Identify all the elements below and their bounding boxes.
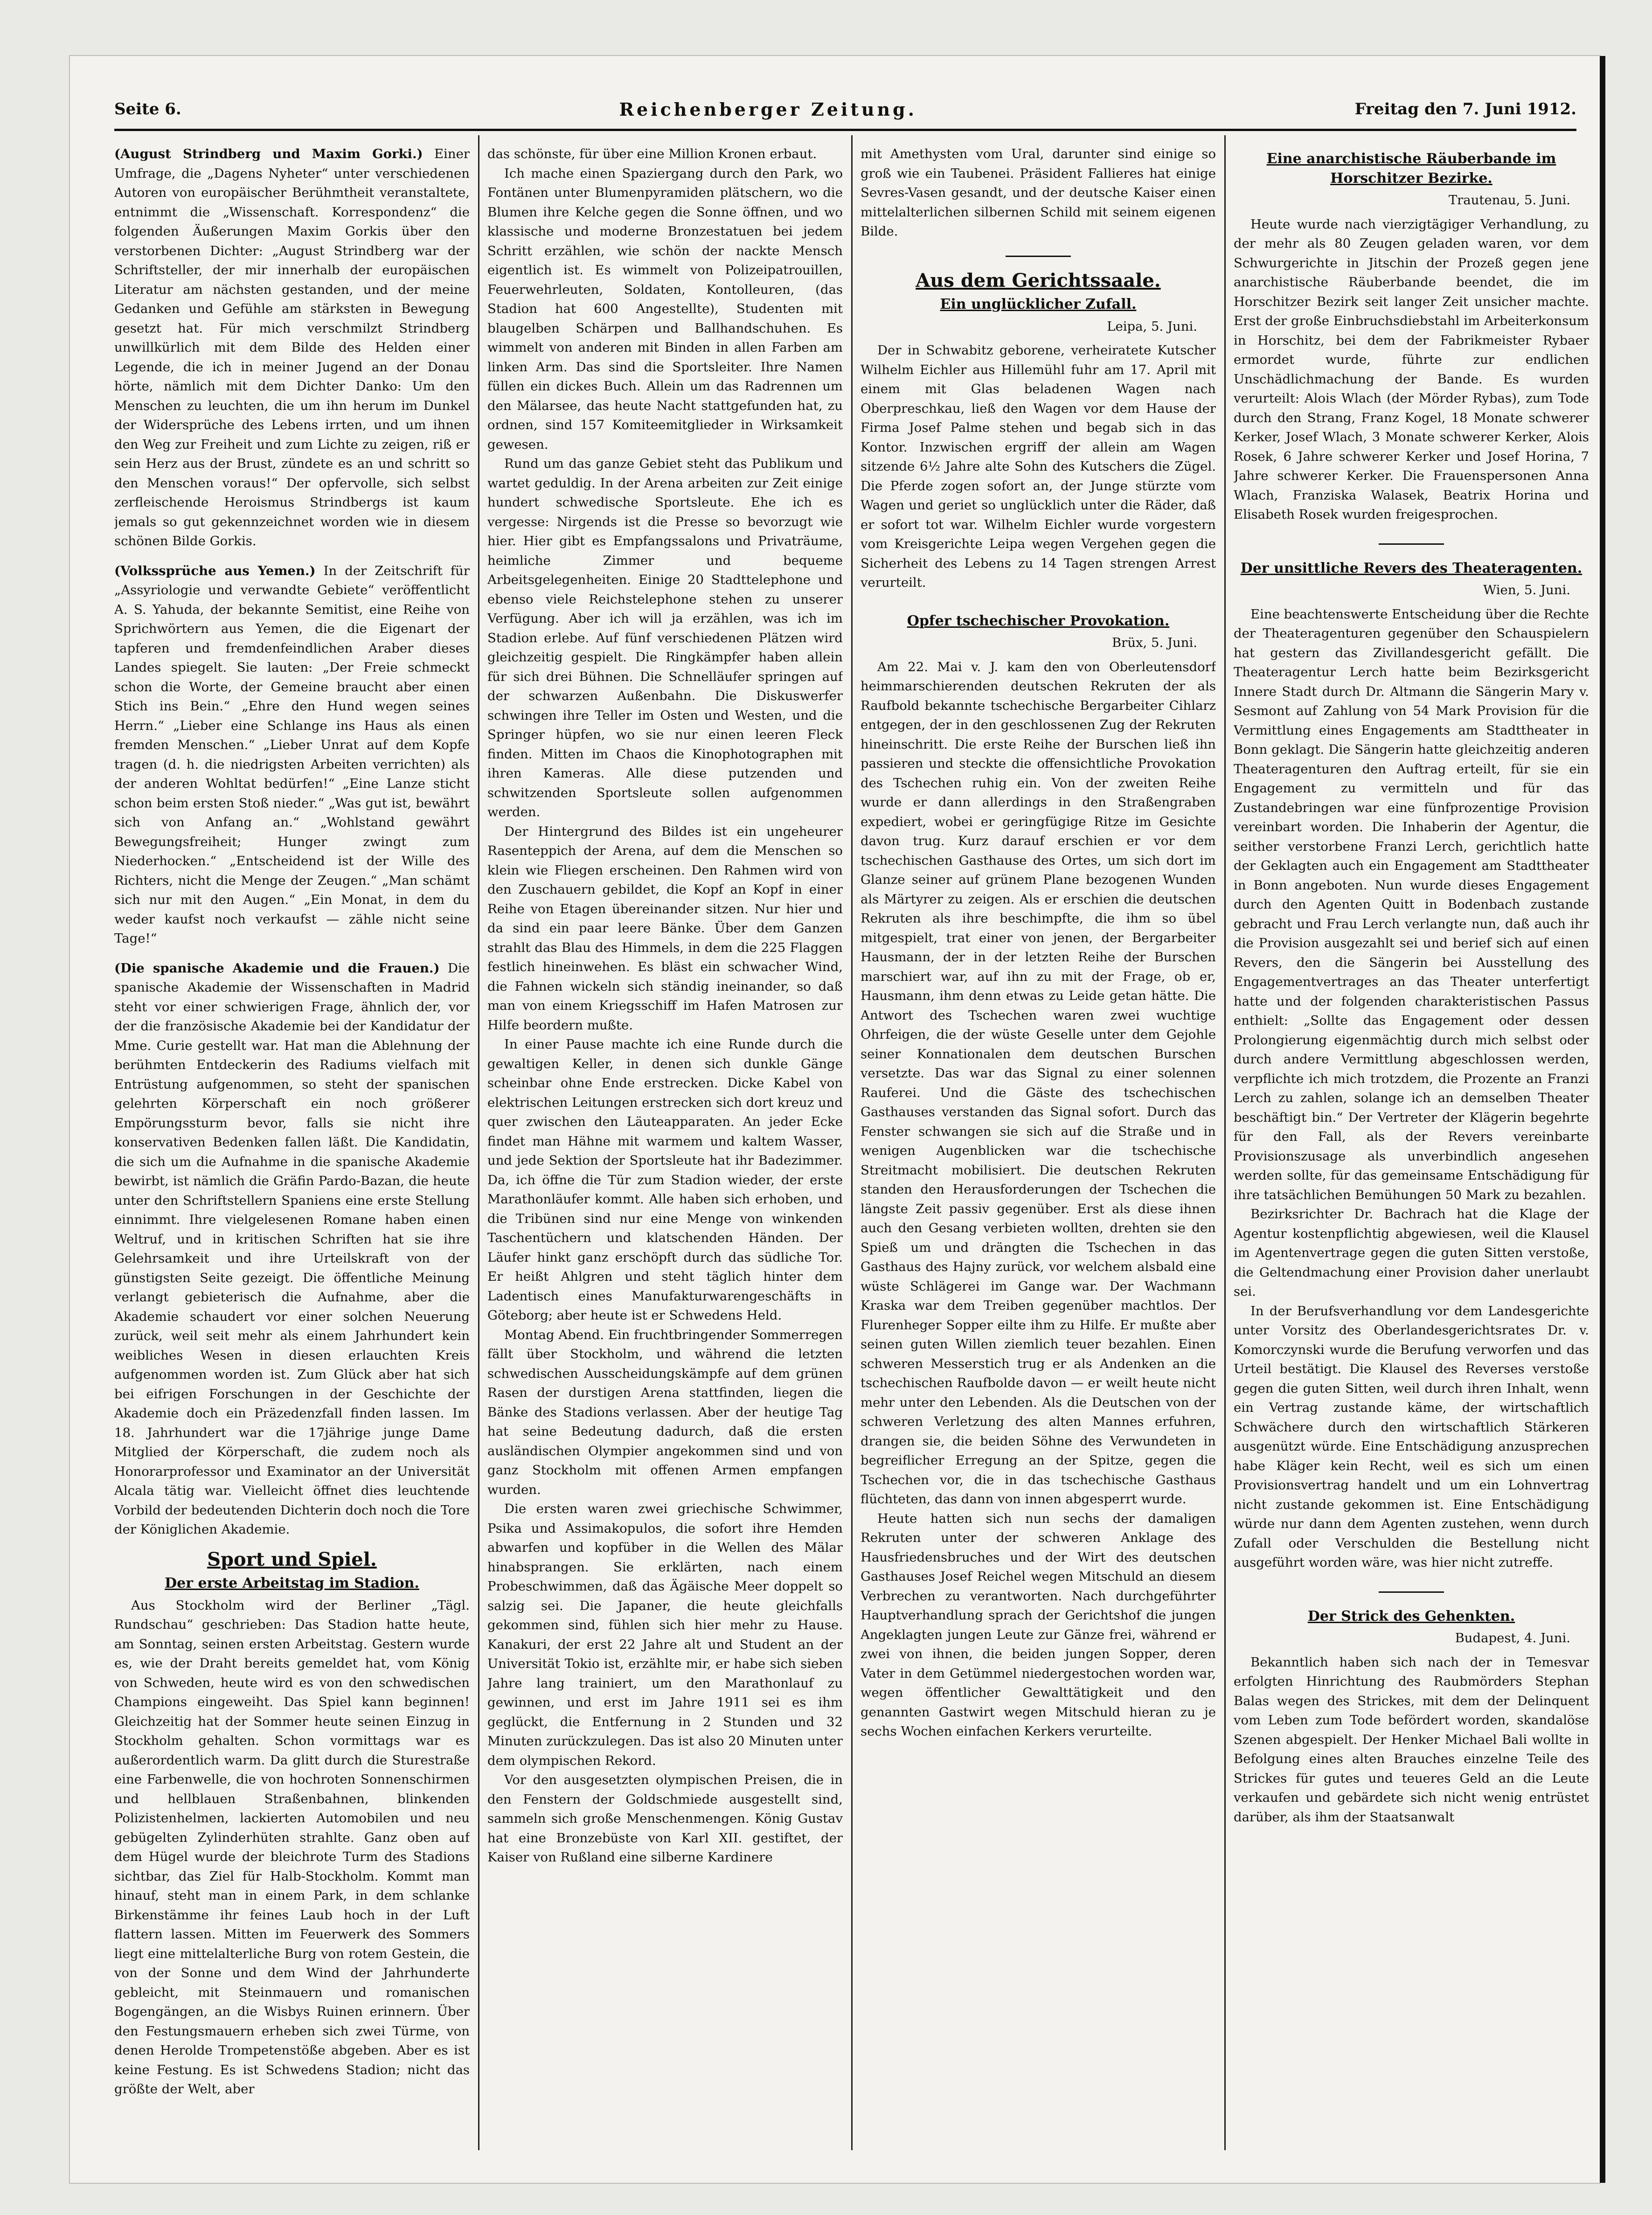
article-paragraph: Heute wurde nach vierzigtägiger Verhandlung, zu der mehr als 80 Zeugen geladen waren, vor dem Schwurgerichte in Jitschin der Prozeß gegen jene anarchistische Räuberbande beendet, die im Horschitzer Bezirk seit langer Zeit unsicher machte. Erst der große Einbruchsdiebstahl im Arbeiterkonsum in Horschitz, bei dem der Fabrikmeister Rybaer ermordet wurde, führte zur endlichen Unschädlichmachung der Bande. Es wurden verurteilt: Alois Wlach (der Mörder Rybas), zum Tode durch den Strang, Franz Kogel, 18 Monate schwerer Kerker, Josef Wlach, 3 Monate schwerer Kerker, Alois Rosek, 6 Jahre schwerer Kerker und Josef Horina, 7 Jahre schwerer Kerker. Die Frauenspersonen Anna Wlach, Franziska Walasek, Beatrix Horina und Elisabeth Rosek wurden freigesprochen.	[1234, 216, 1589, 522]
column-4	[1234, 145, 1589, 2146]
dateline: Wien, 5. Juni.	[1483, 583, 1570, 597]
article-paragraph: In der Berufsverhandlung vor dem Landesgerichte unter Vorsitz des Oberlandesgerichtsrates Dr. v. Komorczynski wurde die Berufung verworfen und das Urteil bestätigt. Die Klausel des Reverses verstoße gegen die guten Sitten, weil durch ihren Inhalt, wenn ein Vertrag zustande käme, der wirtschaftlich Schwächere durch den wirtschaftlich Stärkeren ausgenützt würde. Eine Entschädigung anzusprechen habe Kläger kein Recht, weil es sich um einen Provisionsvertrag handelt und um ein Lohnvertrag nicht zustande gekommen ist. Eine Entschädigung würde nur dann dem Agenten zustehen, wenn durch Zufall oder Verschulden die Bestellung nicht ausgeführt worden wäre, was hier nicht zutreffe.	[1234, 1303, 1589, 1570]
dateline: Leipa, 5. Juni.	[1107, 319, 1197, 334]
article-paragraph: Heute hatten sich nun sechs der damaligen Rekruten unter der schweren Anklage des Hausfriedensbruches und der Wirt des deutschen Gasthauses Josef Reichel wegen Mitschuld an diesem Verbrechen zu verantworten. Nach durchgeführter Hauptverhandlung sprach der Gerichtshof die jungen Angeklagten jungen Leute zur Gänze frei, während er zwei von ihnen, die beiden jungen Sopper, deren Vater in dem Getümmel niedergestochen worden war, wegen öffentlicher Gewalttätigkeit und den genannten Gastwirt wegen Mitschuld hieran zu je sechs Wochen einfachen Kerkers verurteilte.	[861, 1511, 1216, 1739]
section-heading: Sport und Spiel.	[207, 1548, 377, 1570]
article	[861, 295, 1216, 593]
item-lead: (Volkssprüche aus Yemen.)	[114, 563, 316, 578]
column-divider	[1224, 135, 1226, 2150]
column-divider	[851, 135, 853, 2150]
issue-date: Freitag den 7. Juni 1912.	[1354, 100, 1576, 118]
article-paragraph: Der Hintergrund des Bildes ist ein ungeheurer Rasenteppich der Arena, auf dem die Menschen so klein wie Fliegen erscheinen. Den Rahmen wird von den Zuschauern gebildet, die Kopf an Kopf in einer Reihe von Etagen übereinander sitzen. Nur hier und da sind ein paar leere Bänke. Über dem Ganzen strahlt das Blau des Himmels, in dem die 225 Flaggen festlich hineinwehen. Es bläst ein schwacher Wind, die Fahnen wickeln sich ständig ineinander, so daß man von einem Kriegsschiff im Hafen Matrosen zur Hilfe beordern mußte.	[487, 824, 843, 1033]
column-3	[861, 145, 1216, 2146]
separator-rule	[1379, 1591, 1444, 1593]
article-paragraph: Bekanntlich haben sich nach der in Temesvar erfolgten Hinrichtung des Raubmörders Stephan Balas wegen des Strickes, mit dem der Delinquent vom Leben zum Tode befördert worden, skandalöse Szenen abgespielt. Der Henker Michael Bali wollte in Befolgung eines alten Brauches einzelne Teile des Strickes für gutes und teueres Geld an die Leute verkaufen und gebärdete sich nicht wenig entrüstet darüber, als ihm der Staatsanwalt	[1234, 1654, 1589, 1825]
news-item	[114, 959, 470, 1540]
article-paragraph: Rund um das ganze Gebiet steht das Publikum und wartet geduldig. In der Arena arbeiten zur Zeit einige hundert schwedische Sportsleute. Ehe ich es vergesse: Nirgends ist die Presse so bevorzugt wie hier. Hier gibt es Empfangssalons und Privaträume, heimliche Zimmer und bequeme Arbeitsgelegenheiten. Einige 20 Stadttelephone und ebenso viele Reichstelephone stehen zu unserer Verfügung. Aber ich will ja erzählen, was ich im Stadion erlebe. Auf fünf verschiedenen Plätzen wird gleichzeitig gespielt. Die Ringkämpfer haben allein für sich drei Bühnen. Die Schnelläufer springen auf der schwarzen Außenbahn. Die Diskuswerfer schwingen ihre Teller im Osten und Westen, und die Springer hüpfen, wo sie nur einen leeren Fleck finden. Mitten im Chaos die Kinophotographen mit ihren Kameras. Alle diese putzenden und schwitzenden Sportsleute sollen aufgenommen werden.	[487, 456, 843, 819]
dateline: Brüx, 5. Juni.	[1111, 635, 1197, 650]
item-text: Einer Umfrage, die „Dagens Nyheter“ unter verschiedenen Autoren von europäischer Berühmtheit veranstaltete, entnimmt die „Wissenschaft. Korrespondenz“ die folgenden Äußerungen Maxim Gorkis über den verstorbenen Dichter: „August Strindberg war der Schriftsteller, der mir innerhalb der europäischen Literatur am nächsten gestanden, und der meine Gedanken und Gefühle am stärksten in Bewegung gesetzt hat. Für mich verschmilzt Strindberg unwillkürlich mit dem Bilde des Helden einer Legende, die ich in meiner Jugend an der Donau hörte, nämlich mit dem Dichter Danko: Um den Menschen zu leuchten, die um ihn herum im Dunkel der Widersprüche des Lebens irrten, und um ihnen den Weg zur Freiheit und zum Lichte zu zeigen, riß er sein Herz aus der Brust, zündete es an und schritt so den Menschen voraus!“ Der opfervolle, sich selbst zerfleischende Heroismus Strindbergs ist kaum jemals so gut gekennzeichnet worden wie in diesem schönen Bilde Gorkis.	[114, 146, 470, 549]
article-title: Der Strick des Gehenkten.	[1307, 1608, 1515, 1625]
article-paragraph: Vor den ausgesetzten olympischen Preisen, die in den Fenstern der Goldschmiede ausgestellt sind, sammeln sich große Menschenmengen. König Gustav hat eine Bronzebüste von Karl XII. gestiftet, der Kaiser von Rußland eine silberne Kardinere	[487, 1772, 843, 1865]
article	[1234, 149, 1589, 525]
separator-rule	[1006, 256, 1071, 257]
article-paragraph: Der in Schwabitz geborene, verheiratete Kutscher Wilhelm Eichler aus Hillemühl fuhr am 17. April mit einem mit Glas beladenen Wagen nach Oberpreschkau, ließ den Wagen vor dem Hause der Firma Josef Palme stehen und begab sich in das Kontor. Inzwischen ergriff der allein am Wagen sitzende 6½ Jahre alte Sohn des Kutschers die Zügel. Die Pferde zogen sofort an, der Junge stürzte vom Wagen und geriet so unglücklich unter die Räder, daß er sofort tot war. Wilhelm Eichler wurde vorgestern vom Kreisgerichte Leipa wegen Vergehen gegen die Sicherheit des Lebens zu 14 Tagen strengen Arrest verurteilt.	[861, 343, 1216, 590]
article-title: Der unsittliche Revers des Theateragenten.	[1240, 560, 1583, 576]
column-2	[487, 145, 843, 2146]
masthead-rule	[114, 129, 1576, 131]
article-paragraph: Eine beachtenswerte Entscheidung über die Rechte der Theateragenturen gegenüber den Schauspielern hat gestern das Zivillandesgericht gefällt. Die Theateragentur Lerch hatte beim Bezirksgericht Innere Stadt durch Dr. Altmann die Sängerin Mary v. Sesmont auf Zahlung von 54 Mark Provision für die Vermittlung eines Engagements am Stadttheater in Bonn geklagt. Die Sängerin hatte gleichzeitig anderen Theateragenturen den Auftrag erteilt, für sie ein Engagement zu vermitteln und für das Zustandebringen war eine fünfprozentige Provision vereinbart worden. Die Inhaberin der Agentur, die seither verstorbene Franzi Lerch, gerichtlich hatte der Geklagten auch ein Engagement am Stadttheater in Bonn angeboten. Nun wurde dieses Engagement durch den Agenten Quitt in Bodenbach zustande gebracht und Frau Lerch verlangte nun, daß auch ihr die Provision ausgezahlt sei und berief sich auf einen Revers, den die Sängerin bei Ausstellung des Engagementvertrages an das Theater unterfertigt hatte und der folgenden charakteristischen Passus enthielt: „Sollte das Engagement oder dessen Prolongierung eigenmächtig durch mich selbst oder durch andere Vermittlung abgeschlossen werden, verpflichte ich mich trotzdem, die Prozente an Franzi Lerch zu zahlen, solange ich an demselben Theater beschäftigt bin.“ Der Vertreter der Klägerin begehrte für den Fall, als der Revers vereinbarte Provisionszusage als unverbindlich angesehen werden sollte, für das gemeinsame Entschädigung für ihre tatsächlichen Bemühungen 50 Mark zu bezahlen.	[1234, 606, 1589, 1202]
item-text: Die spanische Akademie der Wissenschaften in Madrid steht vor einer schwierigen Frage, ähnlich der, vor der die französische Akademie bei der Kandidatur der Mme. Curie gestellt war. Hat man die Ablehnung der berühmten Entdeckerin des Radiums vielfach mit Entrüstung aufgenommen, so steht der spanischen gelehrten Körperschaft ein noch größerer Empörungssturm bevor, falls sie nicht ihre konservativen Bedenken fallen läßt. Die Kandidatin, die sich um die Aufnahme in die spanische Akademie bewirbt, ist nämlich die Gräfin Pardo-Bazan, die heute unter den Schriftstellern Spaniens eine erste Stellung einnimmt. Ihre vielgelesenen Romane haben einen Weltruf, und in kritischen Schriften hat sie ihre Gelehrsamkeit und ihre Urteilskraft von der günstigsten Seite gezeigt. Die öffentliche Meinung verlangt gebieterisch die Aufnahme, aber die Akademie schaudert vor einer solchen Neuerung zurück, weil seit mehr als einem Jahrhundert kein weibliches Wesen in diesen erlauchten Kreis aufgenommen worden ist. Zum Glück aber hat sich bei eifrigen Forschungen in der Geschichte der Akademie doch ein Präzedenzfall finden lassen. Im 18. Jahrhundert war die 17jährige junge Dame Mitglied der Körperschaft, die zudem noch als Honorarprofessor und Examinator an der Universität Alcala tätig war. Vielleicht öffnet dies leuchtende Vorbild der bedeutenden Dichterin doch noch die Tore der Königlichen Akademie.	[114, 960, 470, 1537]
article-title: Ein unglücklicher Zufall.	[940, 296, 1137, 312]
dateline: Budapest, 4. Juni.	[1455, 1631, 1570, 1646]
article-paragraph: Am 22. Mai v. J. kam den von Oberleutensdorf heimmarschierenden deutschen Rekruten der als Raufbold bekannte tschechische Bergarbeiter Cihlarz entgegen, der in den geschlossenen Zug der Rekruten hineinschritt. Die erste Reihe der Burschen ließ ihn passieren und steckte die offensichtliche Provokation des Tschechen ruhig ein. Von der zweiten Reihe wurde er dann allerdings in den Straßengraben expediert, wobei er geringfügige Ritze im Gesichte davon trug. Kurz darauf erschien er vor dem tschechischen Gasthause des Ortes, um sich dort im Glanze seiner auf grünem Plane bezogenen Wunden als Märtyrer zu zeigen. Als er erschien die deutschen Rekruten als ihre beschimpfte, die ihm so übel mitgespielt, trat einer von jenen, der Bergarbeiter Hausmann, der in der letzten Reihe der Burschen marschiert war, auf ihn zu mit der Frage, ob er, Hausmann, ihm denn etwas zu Leide getan hätte. Die Antwort des Tschechen waren zwei wuchtige Ohrfeigen, die der wüste Geselle unter dem Gejohle seiner Konnationalen dem deutschen Burschen versetzte. Das war das Signal zu einer solennen Rauferei. Und die Gäste des tschechischen Gasthauses verstanden das Signal sofort. Durch das Fenster schwangen sie sich auf die Straße und in wenigen Augenblicken war die tschechische Streitmacht mobilisiert. Die deutschen Rekruten standen den Herausforderungen der Tschechen die längste Zeit passiv gegenüber. Erst als diese ihnen auch den Gesang verbieten wollten, drehten sie den Spieß um und drängten die Tschechen in das Gasthaus des Hajny zurück, vor welchem alsbald eine wüste Schlägerei im Gange war. Der Wachmann Kraska war dem Treiben gegenüber machtlos. Der Flurenheger Sopper eilte ihm zu Hilfe. Er mußte aber seinen guten Willen ziemlich teuer bezahlen. Einen schweren Messerstich trug er als Andenken an die tschechischen Raufbolde davon — er weilt heute nicht mehr unter den Lebenden. Als die Deutschen von der schweren Verletzung des alten Mannes erfuhren, drangen sie, die beiden Söhne des Verwundeten in begreiflicher Erregung an der Spitze, gegen die Tschechen vor, die in das tschechische Gasthaus flüchteten, das dann von innen abgesperrt wurde.	[861, 659, 1216, 1507]
dateline: Trautenau, 5. Juni.	[1448, 193, 1570, 208]
article-paragraph: Ich mache einen Spaziergang durch den Park, wo Fontänen unter Blumenpyramiden plätschern, wo die Blumen ihre Kelche gegen die Sonne öffnen, und wo klassische und moderne Bronzestatuen bei jedem Schritt erzählen, wie schön der nackte Mensch eigentlich ist. Es wimmelt von Polizeipatrouillen, Feuerwehrleuten, Soldaten, Kontolleuren, (das Stadion hat 600 Angestellte), Studenten mit blaugelben Schärpen und Ballhandschuhen. Es wimmelt von anderen mit Binden in allen Farben am linken Arm. Das sind die Sportsleiter. Ihre Namen füllen ein dickes Buch. Allein um das Radrennen um den Mälarsee, das heute Nacht stattgefunden hat, zu ordnen, sind 157 Komiteemitglieder in Wirksamkeit gewesen.	[487, 166, 843, 452]
column-1	[114, 145, 470, 2146]
article	[1234, 559, 1589, 1573]
column-divider	[478, 135, 479, 2150]
article-paragraph: Bezirksrichter Dr. Bachrach hat die Klage der Agentur kostenpflichtig abgewiesen, weil die Klausel im Agentenvertrage gegen die guten Sitten verstoße, die Geltendmachung einer Provision daher unerlaubt sei.	[1234, 1207, 1589, 1299]
newspaper-page	[70, 56, 1600, 2183]
article-paragraph: Aus Stockholm wird der Berliner „Tägl. Rundschau“ geschrieben: Das Stadion hatte heute, am Sonntag, seinen ersten Arbeitstag. Gestern wurde es, wie der Draht bereits gemeldet hat, vom König von Schweden, heute wird es von den schwedischen Champions eingeweiht. Das Spiel kann beginnen! Gleichzeitig hat der Sommer heute seinen Einzug in Stockholm gehalten. Schon vormittags war es außerordentlich warm. Da glitt durch die Sturestraße eine Farbenwelle, die von hochroten Sonnenschirmen und hellblauen Straßenbahnen, blinkenden Polizistenhelmen, lackierten Automobilen und neu gebügelten Zylinderhüten strahlte. Ganz oben auf dem Hügel wurde der bleichrote Turm des Stadions sichtbar, das Ziel für Halb-Stockholm. Kommt man hinauf, steht man in einem Park, in dem schlanke Birkenstämme ihr feines Laub hoch in der Luft flattern lassen. Mitten im Feuerwerk des Sommers liegt eine mittelalterliche Burg von rotem Gestein, die von der Sonne und dem Wind der Jahrhunderte gebleicht, mit Steinmauern und romanischen Bogengängen, an die Wisbys Ruinen erinnern. Über den Festungsmauern erheben sich zwei Türme, von denen Herolde Trompetenstöße abgeben. Aber es ist keine Festung. Es ist Schwedens Stadion; nicht das größte der Welt, aber	[114, 1597, 470, 2097]
item-lead: (August Strindberg und Maxim Gorki.)	[114, 146, 423, 161]
article-paragraph: Montag Abend. Ein fruchtbringender Sommerregen fällt über Stockholm, und während die letzten schwedischen Ausscheidungskämpfe auf dem grünen Rasen der durstigen Arena stattfinden, liegen die Bänke des Stadions verlassen. Aber der heutige Tag hat seine Bedeutung dadurch, daß die ersten ausländischen Olympier angekommen sind und von ganz Stockholm mit offenen Armen empfangen wurden.	[487, 1327, 843, 1497]
page-number: Seite 6.	[114, 100, 181, 118]
article	[861, 611, 1216, 1742]
news-item	[114, 562, 470, 949]
article-title: Der erste Arbeitstag im Stadion.	[165, 1575, 419, 1591]
item-lead: (Die spanische Akademie und die Frauen.)	[114, 960, 440, 976]
masthead	[114, 95, 1576, 123]
separator-rule	[1379, 543, 1444, 545]
article-paragraph: das schönste, für über eine Million Kronen erbaut.	[487, 146, 817, 161]
news-item	[114, 145, 470, 551]
newspaper-title: Reichenberger Zeitung.	[619, 98, 917, 120]
article	[1234, 1607, 1589, 1827]
article-title: Eine anarchistische Räuberbande im Horschitzer Bezirke.	[1266, 151, 1556, 187]
section-heading: Aus dem Gerichtssaale.	[916, 269, 1161, 292]
article-paragraph: In einer Pause machte ich eine Runde durch die gewaltigen Keller, in denen sich dunkle Gänge scheinbar ohne Ende erstrecken. Dicke Kabel von elektrischen Leitungen erstrecken sich dort kreuz und quer zwischen den Läuteapparaten. An jeder Ecke findet man Hähne mit warmem und kaltem Wasser, und jede Sektion der Sportsleute hat ihr Badezimmer. Da, ich öffne die Tür zum Stadion wieder, der erste Marathonläufer kommt. Alle haben sich erhoben, und die Tribünen sind nur eine Menge von winkenden Taschentüchern und klatschenden Händen. Der Läufer hinkt ganz erschöpft durch das südliche Tor. Er heißt Ahlgren und steht täglich hinter dem Ladentisch eines Manufakturwarengeschäfts in Göteborg; aber heute ist er Schwedens Held.	[487, 1037, 843, 1323]
item-text: In der Zeitschrift für „Assyriologie und verwandte Gebiete“ veröffentlicht A. S. Yahuda, der bekannte Semitist, eine Reihe von Sprichwörtern aus Yemen, die die Eigenart der tapferen und fremdenfeindlichen Araber dieses Landes spiegelt. Sie lauten: „Der Freie schmeckt schon die Worte, der Gemeine braucht aber einen Stich ins Bein.“ „Ehre den Hund wegen seines Herrn.“ „Lieber eine Schlange ins Haus als einen fremden Menschen.“ „Lieber Unrat auf dem Kopfe tragen (d. h. die niedrigsten Arbeiten verrichten) als der anderen Wohltat bedürfen!“ „Eine Lanze sticht schon beim ersten Stoß nieder.“ „Was gut ist, bewährt sich von Anfang an.“ „Wohlstand gewährt Bewegungsfreiheit; Hunger zwingt zum Niederhocken.“ „Entscheidend ist der Wille des Richters, nicht die Menge der Zeugen.“ „Man schämt sich nur mit den Augen.“ „Ein Monat, in dem du weder kaufst noch verkaufst — zähle nicht seine Tage!“	[114, 563, 470, 946]
article-paragraph: Die ersten waren zwei griechische Schwimmer, Psika und Assimakopulos, die sofort ihre Hemden abwarfen und kopfüber in die Wellen des Mälar hinabsprangen. Sie erklärten, nach einem Probeschwimmen, daß das Ägäische Meer doppelt so salzig sei. Die Japaner, die heute gleichfalls gekommen sind, fühlen sich hier mehr zu Hause. Kanakuri, der erst 22 Jahre alt und Student an der Universität Tokio ist, erzählte mir, er habe sich sieben Jahre lang trainiert, um den Marathonlauf zu gewinnen, und erst im Jahre 1911 sei es ihm geglückt, die Entfernung in 2 Stunden und 32 Minuten zurückzulegen. Das ist also 20 Minuten unter dem olympischen Rekord.	[487, 1501, 843, 1768]
article-paragraph: mit Amethysten vom Ural, darunter sind einige so groß wie ein Taubenei. Präsident Fallieres hat einige Sevres-Vasen gesandt, und der deutsche Kaiser einen mittelalterlichen silbernen Schild mit seinem eigenen Bilde.	[861, 146, 1216, 239]
article-title: Opfer tschechischer Provokation.	[907, 612, 1170, 629]
